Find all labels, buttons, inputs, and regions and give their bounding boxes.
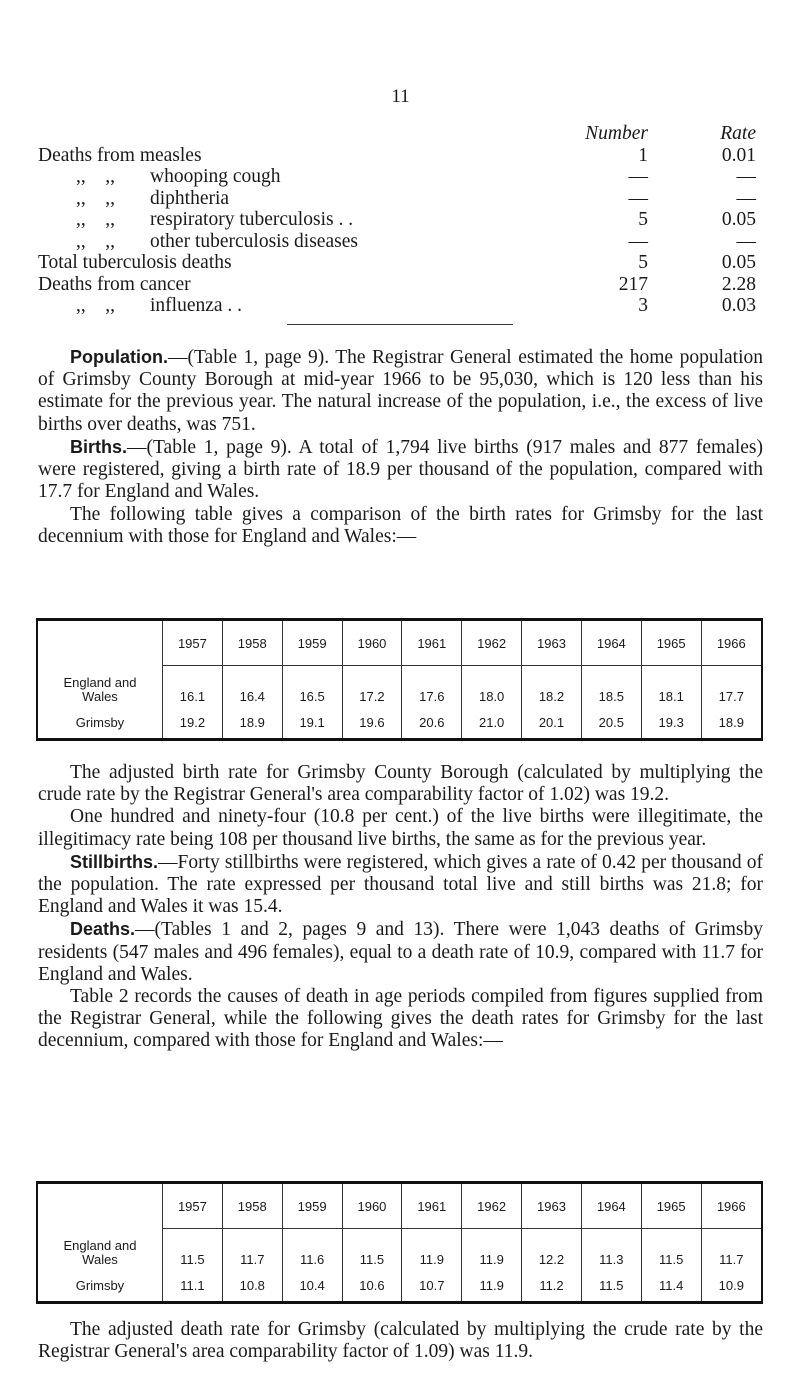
rate-cell: 20.5 (581, 706, 641, 740)
stats-row (38, 188, 758, 210)
rate-cell: 11.9 (462, 1229, 522, 1270)
stats-row-cause: diphtheria (150, 187, 230, 209)
rate-cell: 20.6 (402, 706, 462, 740)
stats-row-number: — (628, 230, 648, 252)
birth-rate-table (36, 618, 763, 741)
rate-cell: 11.3 (581, 1229, 641, 1270)
rate-cell: 11.5 (581, 1269, 641, 1303)
stats-row-prefix: ,, ,, (76, 187, 115, 209)
stillbirths-heading: Stillbirths. (70, 851, 159, 872)
rate-cell: 21.0 (462, 706, 522, 740)
stats-row-number: 217 (618, 273, 648, 295)
stats-row-label (38, 274, 191, 296)
year-header: 1966 (701, 620, 762, 666)
table-header-row (37, 620, 762, 666)
stillbirths-text: —Forty stillbirths were registered, which gives a rate of 0.42 per thousand of the population. The rate expressed per thousand total live and still births was 21.8; for England and Wales it was 15.4. (38, 851, 763, 918)
rate-cell: 19.1 (282, 706, 342, 740)
adjusted-death-paragraph: The adjusted death rate for Grimsby (calculated by multiplying the crude rate by the Registrar General's area comparability factor of 1.09) was 11.9. (38, 1319, 763, 1363)
rate-cell: 18.1 (641, 666, 701, 707)
stats-row-number: 5 (638, 209, 648, 230)
stats-row-prefix: ,, ,, (76, 166, 115, 187)
year-header: 1961 (402, 1183, 462, 1229)
stats-row-label (38, 188, 229, 210)
year-header: 1959 (282, 620, 342, 666)
year-header: 1965 (641, 620, 701, 666)
stats-row (38, 252, 758, 274)
rate-cell: 11.4 (641, 1269, 701, 1303)
rate-cell: 17.6 (402, 666, 462, 707)
year-header: 1959 (282, 1183, 342, 1229)
year-header: 1960 (342, 1183, 402, 1229)
row-label-text: Grimsby (75, 714, 125, 730)
stats-row-number: — (628, 187, 648, 209)
year-header: 1958 (222, 620, 282, 666)
year-header: 1964 (581, 620, 641, 666)
table-row (37, 706, 762, 740)
row-label-text: England and Wales (63, 675, 137, 704)
year-header: 1962 (462, 1183, 522, 1229)
table-corner-cell (37, 620, 163, 666)
stats-row-number: — (628, 166, 648, 187)
stats-row (38, 274, 758, 296)
rate-cell: 19.6 (342, 706, 402, 740)
rate-column-header: Rate (720, 123, 756, 144)
year-header: 1966 (701, 1183, 762, 1229)
stats-row-cause: respiratory tuberculosis . . (150, 209, 354, 230)
row-label-text: England and Wales (63, 1238, 137, 1267)
year-header: 1963 (522, 620, 582, 666)
stats-row-label (38, 295, 242, 317)
table-header-row (37, 1183, 762, 1229)
stats-row-cause: other tuberculosis diseases (150, 230, 358, 252)
rate-cell: 16.5 (282, 666, 342, 707)
stats-row-prefix: ,, ,, (76, 209, 115, 230)
rate-cell: 18.2 (522, 666, 582, 707)
rate-cell: 10.6 (342, 1269, 402, 1303)
adjusted-birth-paragraph: The adjusted birth rate for Grimsby County Borough (calculated by multiplying the crude rate by the Registrar General's area comparability factor of 1.02) was 19.2. (38, 762, 763, 806)
stats-row-prefix: ,, ,, (76, 230, 115, 252)
table-row (37, 1269, 762, 1303)
rate-cell: 19.2 (163, 706, 223, 740)
table-corner-cell (37, 1183, 163, 1229)
row-label (37, 666, 163, 707)
rate-cell: 16.4 (222, 666, 282, 707)
population-paragraph (38, 346, 763, 436)
stats-row-rate: 2.28 (721, 273, 756, 295)
stats-row-prefix: ,, ,, (76, 295, 115, 316)
rate-cell: 18.9 (222, 706, 282, 740)
rate-cell: 16.1 (163, 666, 223, 707)
rate-cell: 11.9 (402, 1229, 462, 1270)
year-header: 1964 (581, 1183, 641, 1229)
rate-cell: 20.1 (522, 706, 582, 740)
rate-cell: 11.5 (163, 1229, 223, 1270)
stats-row (38, 231, 758, 253)
stats-row-rate: 0.01 (721, 144, 756, 166)
year-header: 1958 (222, 1183, 282, 1229)
rate-cell: 10.8 (222, 1269, 282, 1303)
death-rate-table (36, 1181, 763, 1304)
population-heading: Population. (70, 347, 168, 367)
stats-row (38, 145, 758, 167)
stats-row-label (38, 209, 353, 231)
rate-cell: 17.2 (342, 666, 402, 707)
stats-row-label (38, 145, 202, 167)
births-text: —(Table 1, page 9). A total of 1,794 live births (917 males and 877 females) were registered, giving a birth rate of 18.9 per thousand of the population, compared with 17.7 for England and Wales. (38, 437, 763, 503)
rate-cell: 10.4 (282, 1269, 342, 1303)
adjusted-death-section (38, 1319, 763, 1363)
stats-row-rate: 0.05 (721, 209, 756, 230)
stats-header-row (38, 123, 758, 145)
rate-cell: 11.5 (342, 1229, 402, 1270)
stats-row (38, 209, 758, 231)
births-section (38, 436, 763, 548)
stats-row-label (38, 231, 358, 253)
stats-row (38, 166, 758, 188)
stats-row-rate: 0.03 (721, 295, 756, 316)
year-header: 1957 (163, 1183, 223, 1229)
rate-cell: 11.5 (641, 1229, 701, 1270)
births-heading: Births. (70, 437, 128, 457)
stats-row-rate: — (736, 187, 756, 209)
adjusted-birth-section (38, 762, 763, 1053)
stats-row-number: 3 (638, 295, 648, 316)
stats-row-rate: — (736, 230, 756, 252)
stats-row-prefix: Deaths from (38, 273, 135, 295)
rate-cell: 10.7 (402, 1269, 462, 1303)
rate-cell: 11.2 (522, 1269, 582, 1303)
stats-row-cause: influenza . . (150, 295, 243, 316)
year-header: 1963 (522, 1183, 582, 1229)
rate-cell: 11.7 (222, 1229, 282, 1270)
stats-row-prefix: Deaths from (38, 144, 135, 166)
rate-cell: 18.9 (701, 706, 762, 740)
stats-row-rate: — (736, 166, 756, 187)
rate-cell: 11.9 (462, 1269, 522, 1303)
row-label (37, 1269, 163, 1303)
stats-row-cause: whooping cough (150, 166, 281, 187)
stats-row-rate: 0.05 (721, 252, 756, 273)
stats-row-label (38, 252, 232, 274)
row-label-text: Grimsby (75, 1277, 125, 1293)
section-divider (287, 324, 513, 325)
stats-row-cause: measles (139, 144, 202, 166)
number-column-header: Number (585, 123, 648, 144)
stats-row (38, 295, 758, 317)
stats-row-number: 5 (638, 252, 648, 273)
row-label (37, 1229, 163, 1270)
table2-paragraph: Table 2 records the causes of death in age periods compiled from figures supplied from the Registrar General, while the following gives the death rates for Grimsby for the last decennium, compared with those for England and Wales:— (38, 986, 763, 1052)
rate-cell: 11.1 (163, 1269, 223, 1303)
deaths-text: —(Tables 1 and 2, pages 9 and 13). There were 1,043 deaths of Grimsby residents (547 males and 496 females), equal to a death rate of 10.9, compared with 11.7 for England and Wales. (38, 919, 763, 985)
stats-row-cause: Total tuberculosis deaths (38, 252, 232, 273)
page-number: 11 (391, 86, 410, 107)
year-header: 1962 (462, 620, 522, 666)
year-header: 1961 (402, 620, 462, 666)
stats-row-number: 1 (638, 144, 648, 166)
stats-row-cause: cancer (139, 273, 191, 295)
population-text: —(Table 1, page 9). The Registrar General estimated the home population of Grimsby County Borough at mid-year 1966 to be 95,030, which is 120 less than his estimate for the previous year. The natural increase of the population, i.e., the excess of live births over deaths, was 751. (38, 347, 763, 435)
births-table-intro: The following table gives a comparison of the birth rates for Grimsby for the last decennium with those for England and Wales:— (38, 503, 763, 547)
rate-cell: 11.6 (282, 1229, 342, 1270)
rate-cell: 17.7 (701, 666, 762, 707)
rate-cell: 18.0 (462, 666, 522, 707)
row-label (37, 706, 163, 740)
table-row (37, 1229, 762, 1270)
year-header: 1960 (342, 620, 402, 666)
table-row (37, 666, 762, 707)
death-statistics-list (38, 123, 758, 317)
rate-cell: 12.2 (522, 1229, 582, 1270)
illegitimate-paragraph: One hundred and ninety-four (10.8 per cent.) of the live births were illegitimate, the illegitimacy rate being 108 per thousand live births, the same as for the previous year. (38, 806, 763, 850)
year-header: 1965 (641, 1183, 701, 1229)
year-header: 1957 (163, 620, 223, 666)
deaths-heading: Deaths. (70, 919, 136, 940)
rate-cell: 11.7 (701, 1229, 762, 1270)
rate-cell: 10.9 (701, 1269, 762, 1303)
rate-cell: 19.3 (641, 706, 701, 740)
rate-cell: 18.5 (581, 666, 641, 707)
stats-row-label (38, 166, 281, 188)
